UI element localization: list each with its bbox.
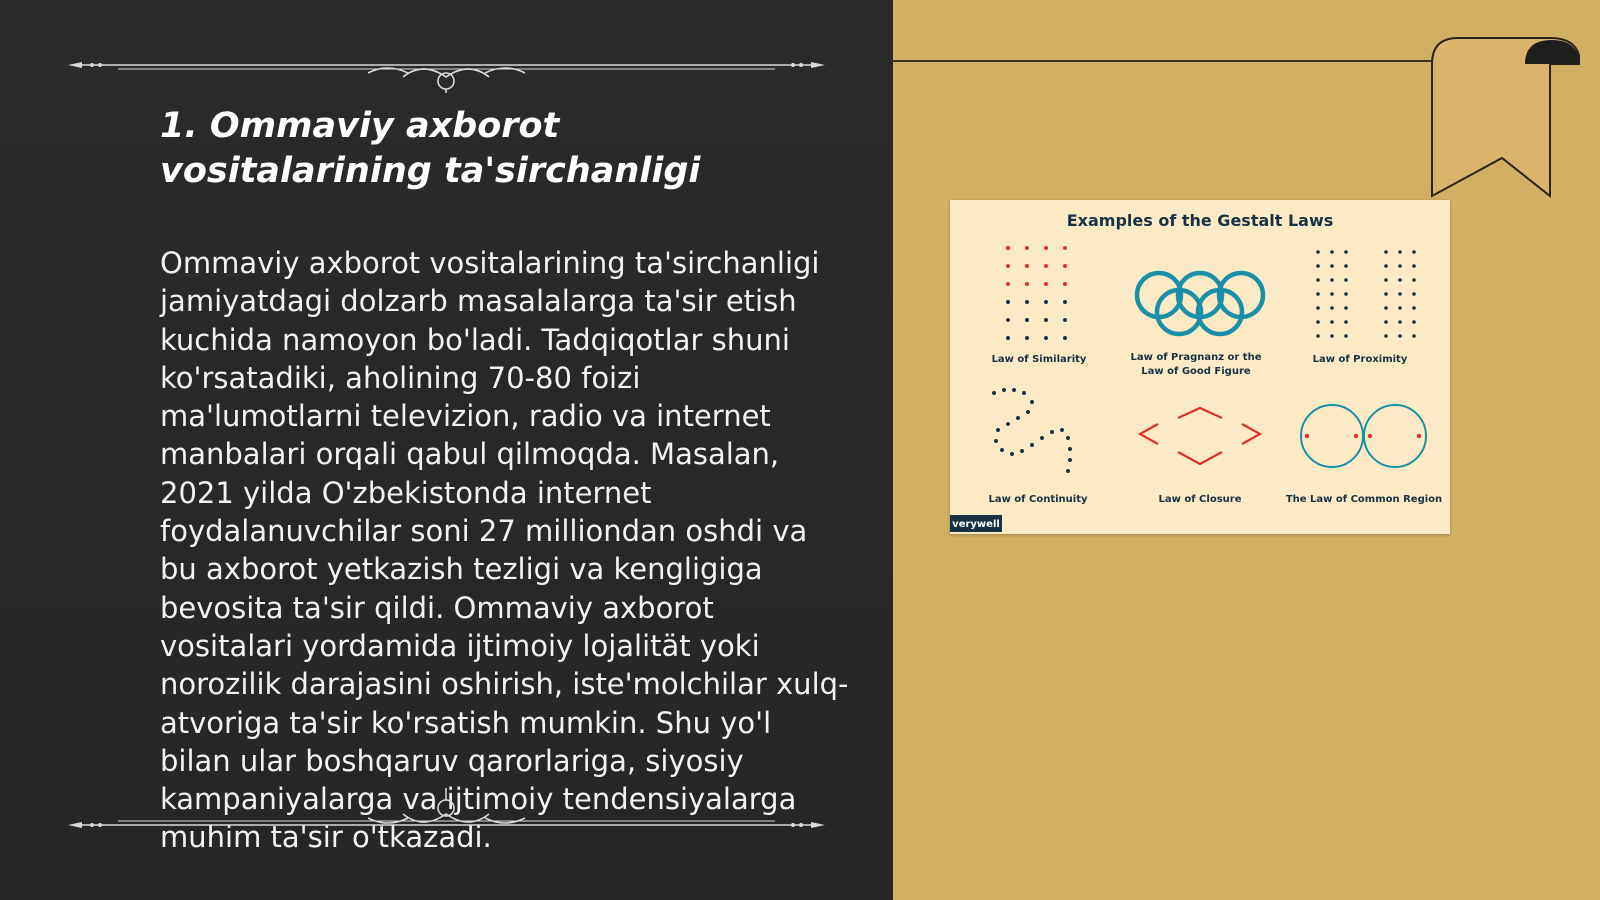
- bookmark-ribbon: [1430, 36, 1580, 198]
- label-pragnanz-line2: Law of Good Figure: [1141, 366, 1251, 377]
- slide-title: 1. Ommaviy axborot vositalarining ta'sirchanligi: [160, 106, 701, 191]
- label-similarity: Law of Similarity: [991, 354, 1087, 365]
- label-proximity: Law of Proximity: [1312, 354, 1408, 365]
- closure-shape-icon: [1140, 408, 1260, 464]
- bottom-ornament: [68, 778, 825, 828]
- slide-body-text: Ommaviy axborot vositalarining ta'sirchanligi jamiyatdagi dolzarb masalalarga ta'sir etish kuchida namoyon bo'ladi. Tadqiqotlar shuni ko'rsatadiki, aholining 70-80 foizi ma'lumotlarni televizion, radio va internet manbalari orqali qabul qilmoqda. Masalan, 2021 yilda O'zbekistonda internet foydalanuvchilar soni 27 milliondan oshdi va bu axborot yetkazish tezligi va kengligiga bevosita ta'sir qildi. Ommaviy axborot vositalari yordamida ijtimoiy lojalität yoki norozilik darajasini oshirish, iste'molchilar xulq-atvoriga ta'sir ko'rsatish mumkin. Shu yo'l bilan ular boshqaruv qarorlariga, siyosiy kampaniyalarga va ijtimoiy tendensiyalarga muhim ta'sir o'tkazadi.: [160, 246, 849, 855]
- header-divider-line: [893, 60, 1438, 62]
- continuity-dotted-curve-icon: [992, 388, 1072, 473]
- pragnanz-rings-icon: [1137, 273, 1263, 334]
- label-closure: Law of Closure: [1158, 494, 1242, 505]
- label-continuity: Law of Continuity: [988, 494, 1088, 505]
- figure-title: Examples of the Gestalt Laws: [1066, 211, 1334, 230]
- similarity-dot-grid-icon: [1006, 246, 1067, 340]
- common-region-circles-icon: [1301, 405, 1426, 467]
- top-ornament: [68, 43, 825, 93]
- gestalt-laws-figure: [950, 200, 1450, 534]
- verywell-logo-text: verywell: [952, 519, 1000, 530]
- label-pragnanz-line1: Law of Pragnanz or the: [1130, 352, 1262, 363]
- proximity-dot-grid-icon: [1316, 250, 1416, 338]
- label-common-region: The Law of Common Region: [1285, 494, 1443, 505]
